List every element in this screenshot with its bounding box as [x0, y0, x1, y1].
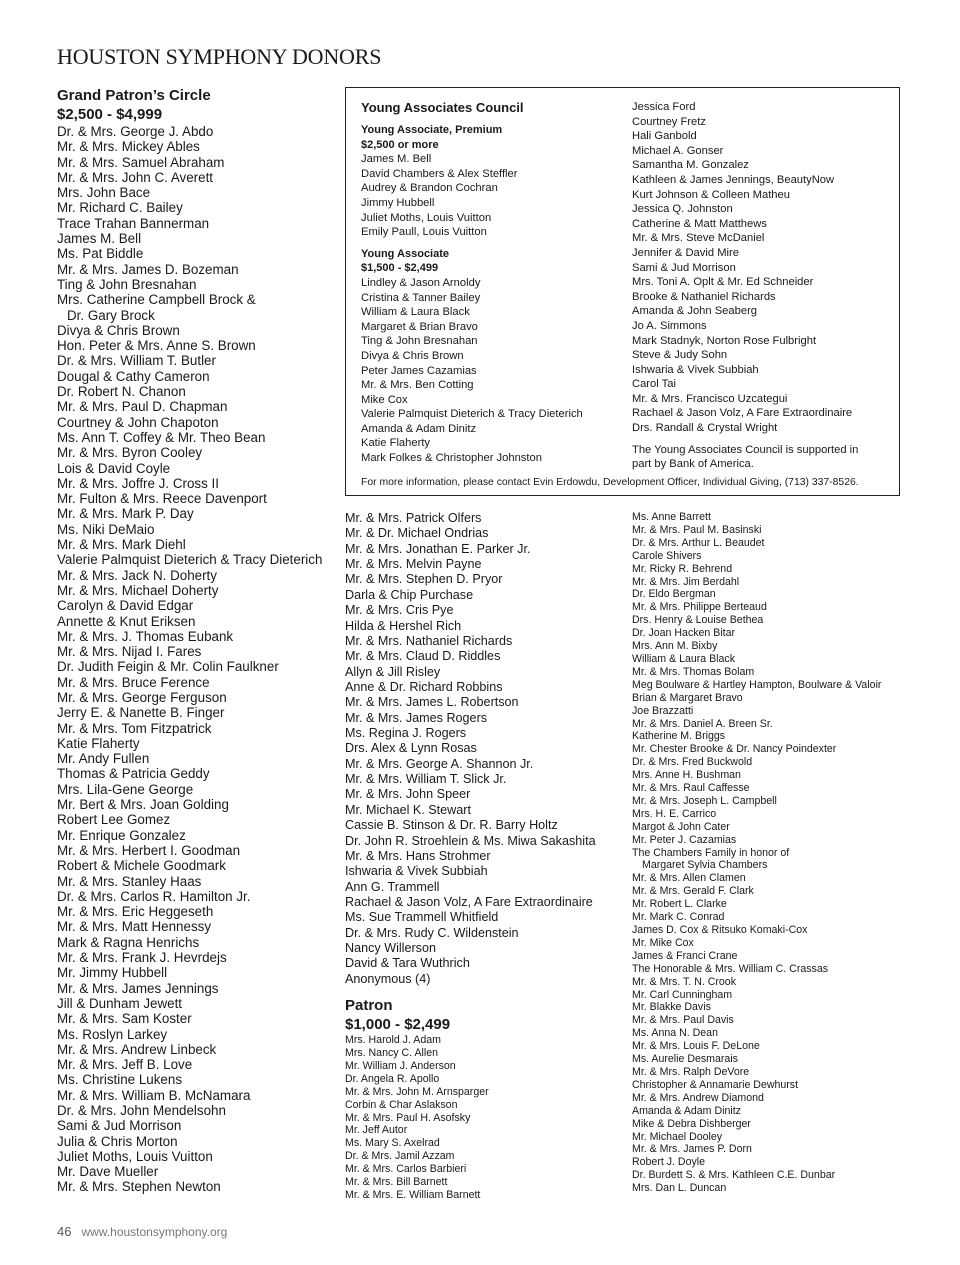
page-title: HOUSTON SYMPHONY DONORS [57, 44, 382, 69]
donor-name: Nancy Willerson [345, 941, 436, 956]
donor-name: Carol Tai [632, 378, 676, 391]
donor-name: Mr. & Mrs. John C. Averett [57, 169, 214, 185]
donor-name: Mr. Fulton & Mrs. Reece Davenport [57, 491, 267, 507]
donor-name: Mike Cox [361, 393, 408, 406]
donor-name: Mr. & Mrs. John Speer [345, 787, 471, 802]
donor-name: Mr. & Mrs. Ralph DeVore [632, 1065, 750, 1078]
donor-name: Ms. Christine Lukens [57, 1072, 183, 1088]
donor-name: Allyn & Jill Risley [345, 664, 441, 679]
donor-name: Audrey & Brandon Cochran [361, 182, 498, 195]
donor-name: Mr. & Mrs. Tom Fitzpatrick [57, 720, 212, 736]
donor-name: Mr. & Mrs. Carlos Barbieri [345, 1163, 467, 1176]
grand-patron-column [57, 86, 327, 1195]
donor-name: Mark Folkes & Christopher Johnston [361, 452, 542, 465]
donor-name: Dougal & Cathy Cameron [57, 368, 210, 384]
patron-heading: Patron [345, 997, 393, 1015]
donor-name: Amanda & Adam Dinitz [632, 1104, 741, 1117]
donor-name: Mr. & Mrs. Frank J. Hevrdejs [57, 950, 227, 966]
donor-name: Mr. & Mrs. Jim Berdahl [632, 575, 740, 588]
donor-name: Anonymous (4) [345, 971, 431, 986]
ya-contact-line: For more information, please contact Evin Erdowdu, Development Officer, Individual Giving, (713) 337-8526. [361, 477, 859, 488]
donor-name: Juliet Moths, Louis Vuitton [361, 211, 492, 224]
donor-name: Mr. & Mrs. Paul D. Chapman [57, 399, 228, 415]
donor-name: Mr. & Mrs. Samuel Abraham [57, 154, 225, 170]
donor-name: Drs. Randall & Crystal Wright [632, 422, 778, 435]
donor-name: Kathleen & James Jennings, BeautyNow [632, 173, 835, 186]
donor-name: Jerry E. & Nanette B. Finger [57, 705, 225, 721]
donor-name: Mr. & Mrs. Andrew Diamond [632, 1091, 764, 1104]
donor-name: Mr. & Mrs. Paul H. Asofsky [345, 1111, 471, 1124]
donor-name: Mrs. Catherine Campbell Brock & [57, 292, 256, 308]
donor-name: Mr. Peter J. Cazamias [632, 833, 737, 846]
donor-name: The Honorable & Mrs. William C. Crassas [632, 962, 829, 975]
ya-premium-range: $2,500 or more [361, 138, 439, 151]
middle-column [345, 511, 615, 1202]
ya-left-column [361, 100, 626, 466]
donor-name: Mr. & Mrs. Bill Barnett [345, 1176, 448, 1189]
donor-name: Samantha M. Gonzalez [632, 159, 749, 172]
donor-name: Mr. & Mrs. E. William Barnett [345, 1189, 481, 1202]
donor-name: Michael A. Gonser [632, 144, 724, 157]
donor-name: Ting & John Bresnahan [57, 276, 197, 292]
donor-name: David & Tara Wuthrich [345, 956, 470, 971]
donor-name: Amanda & John Seaberg [632, 305, 758, 318]
donor-name: Mrs. Harold J. Adam [345, 1034, 441, 1047]
donor-name: Mr. & Mrs. Stanley Haas [57, 873, 202, 889]
ya-assoc-range: $1,500 - $2,499 [361, 262, 439, 275]
donor-name: James M. Bell [57, 231, 142, 247]
donor-name: Mrs. Toni A. Oplt & Mr. Ed Schneider [632, 276, 814, 289]
donor-name: Sami & Jud Morrison [632, 261, 736, 274]
donor-name: Mr. & Mrs. Gerald F. Clark [632, 885, 754, 898]
donor-name: Annette & Knut Eriksen [57, 613, 196, 629]
donor-name: Mr. & Mrs. Nijad I. Fares [57, 644, 202, 660]
donor-name: Mr. & Mrs. Hans Strohmer [345, 848, 491, 863]
donor-name: Catherine & Matt Matthews [632, 217, 767, 230]
donor-name: Cristina & Tanner Bailey [361, 291, 481, 304]
donor-name: Mr. & Mrs. William T. Slick Jr. [345, 772, 507, 787]
donor-name: Mrs. Nancy C. Allen [345, 1047, 439, 1060]
donor-name: Robert Lee Gomez [57, 812, 171, 828]
donor-name: Amanda & Adam Dinitz [361, 422, 477, 435]
donor-name: Mr. & Mrs. Ben Cotting [361, 379, 474, 392]
ya-support-line2: part by Bank of America. [632, 458, 754, 471]
donor-name: Katie Flaherty [57, 735, 140, 751]
donor-name: Dr. & Mrs. Fred Buckwold [632, 756, 753, 769]
donor-name: Dr. John R. Stroehlein & Ms. Miwa Sakashita [345, 833, 596, 848]
donor-name: Ishwaria & Vivek Subbiah [345, 864, 488, 879]
donor-name: Mr. Mike Cox [632, 936, 694, 949]
donor-name: Ms. Roslyn Larkey [57, 1026, 168, 1042]
ya-assoc-heading: Young Associate [361, 247, 450, 260]
donor-name: Carole Shivers [632, 549, 702, 562]
donor-name: Ann G. Trammell [345, 879, 440, 894]
donor-name: Joe Brazzatti [632, 704, 694, 717]
donor-name: Ms. Anna N. Dean [632, 1027, 718, 1040]
donor-name: Valerie Palmquist Dieterich & Tracy Dieterich [361, 408, 583, 421]
donor-name: Courtney Fretz [632, 115, 706, 128]
donor-name: Dr. & Mrs. Arthur L. Beaudet [632, 536, 765, 549]
donor-name: Mr. & Mrs. Melvin Payne [345, 557, 482, 572]
donor-name: Kurt Johnson & Colleen Matheu [632, 188, 790, 201]
donor-name: Mr. Jimmy Hubbell [57, 965, 168, 981]
donor-name: Mr. Enrique Gonzalez [57, 827, 186, 843]
donor-name: Mr. & Mrs. Nathaniel Richards [345, 633, 513, 648]
ya-premium-list [361, 152, 626, 240]
patron-list [345, 1034, 615, 1202]
page-footer [57, 1224, 227, 1239]
donor-name: Mr. & Mrs. Francisco Uzcategui [632, 392, 788, 405]
donor-name: Steve & Judy Sohn [632, 349, 728, 362]
donor-name: Jo A. Simmons [632, 319, 707, 332]
donor-name: Mrs. John Bace [57, 185, 151, 201]
donor-name: Mrs. Anne H. Bushman [632, 769, 741, 782]
donor-name: Ms. Pat Biddle [57, 246, 144, 262]
donor-name: Mrs. Ann M. Bixby [632, 640, 718, 653]
donor-name: Mr. & Mrs. Joseph L. Campbell [632, 794, 777, 807]
donor-name: Mr. & Mrs. Claud D. Riddles [345, 649, 501, 664]
donor-name: Hon. Peter & Mrs. Anne S. Brown [57, 338, 256, 354]
donor-name: Mr. & Mrs. Jeff B. Love [57, 1057, 193, 1073]
donor-name: Ms. Mary S. Axelrad [345, 1137, 440, 1150]
ya-premium-heading: Young Associate, Premium [361, 124, 503, 136]
donor-name: Mrs. Dan L. Duncan [632, 1182, 727, 1195]
donor-name: Margot & John Cater [632, 820, 730, 833]
donor-name: Dr. & Mrs. Carlos R. Hamilton Jr. [57, 888, 251, 904]
donor-name: Mr. & Mrs. Paul M. Basinski [632, 523, 762, 536]
donor-name: Mr. & Mrs. Byron Cooley [57, 445, 203, 461]
donor-name: Mr. & Mrs. William B. McNamara [57, 1087, 251, 1103]
grand-patron-range: $2,500 - $4,999 [57, 106, 163, 123]
donor-name: Mr. & Mrs. James L. Robertson [345, 695, 519, 710]
donor-name: Mr. & Dr. Michael Ondrias [345, 526, 489, 541]
donor-name: Dr. Robert N. Chanon [57, 384, 186, 400]
donor-name: Dr. Joan Hacken Bitar [632, 627, 736, 640]
donor-name: Mr. & Mrs. Cris Pye [345, 603, 454, 618]
donor-name: Divya & Chris Brown [361, 349, 464, 362]
donor-name: Jennifer & David Mire [632, 246, 739, 259]
donor-name: Peter James Cazamias [361, 364, 477, 377]
donor-name: Mrs. Lila-Gene George [57, 781, 194, 797]
donor-name: Dr. & Mrs. George J. Abdo [57, 124, 214, 139]
grand-patron-list [57, 124, 327, 1195]
donor-name: Courtney & John Chapoton [57, 414, 219, 430]
donor-name: Mr. & Mrs. Matt Hennessy [57, 919, 212, 935]
donor-name: Dr. Burdett S. & Mrs. Kathleen C.E. Dunbar [632, 1169, 836, 1182]
donor-name: David Chambers & Alex Steffler [361, 167, 518, 180]
donor-name: Mr. & Mrs. James Rogers [345, 710, 488, 725]
donor-name: Jessica Q. Johnston [632, 203, 733, 216]
donor-name: Mr. Bert & Mrs. Joan Golding [57, 797, 229, 813]
donor-name: Mr. & Mrs. James Jennings [57, 980, 219, 996]
donor-name: Dr. & Mrs. William T. Butler [57, 353, 216, 369]
donor-name: Mr. Jeff Autor [345, 1124, 408, 1137]
donor-name: Mr. Mark C. Conrad [632, 911, 725, 924]
donor-name: Hali Ganbold [632, 130, 697, 143]
donor-name: James & Franci Crane [632, 949, 738, 962]
donor-name: Mr. & Mrs. Eric Heggeseth [57, 904, 214, 920]
donor-name: Margaret & Brian Bravo [361, 320, 478, 333]
donor-name: Thomas & Patricia Geddy [57, 766, 210, 782]
donor-name: Ms. Ann T. Coffey & Mr. Theo Bean [57, 429, 266, 445]
donor-name: Ms. Anne Barrett [632, 511, 711, 523]
donor-name: Carolyn & David Edgar [57, 598, 194, 614]
donor-name: Brooke & Nathaniel Richards [632, 290, 776, 303]
donor-name: William & Laura Black [361, 306, 470, 319]
donor-name: Dr. Gary Brock [67, 307, 155, 323]
donor-name: Mr. & Mrs. Patrick Olfers [345, 511, 482, 525]
donor-name: James M. Bell [361, 153, 432, 166]
donor-name: Hilda & Hershel Rich [345, 618, 462, 633]
donor-name: Mr. & Mrs. Stephen D. Pryor [345, 572, 503, 587]
donor-name: Mr. & Mrs. Jonathan E. Parker Jr. [345, 541, 531, 556]
donor-name: Ting & John Bresnahan [361, 335, 478, 348]
donor-name: Mr. & Mrs. Philippe Berteaud [632, 601, 767, 614]
donor-name: Mr. & Mrs. Michael Doherty [57, 582, 219, 598]
donor-name: Mr. William J. Anderson [345, 1059, 456, 1072]
donor-name: Mr. & Mrs. Andrew Linbeck [57, 1041, 217, 1057]
donor-name: Mr. & Mrs. Allen Clamen [632, 872, 746, 885]
donor-name: Mr. & Mrs. Mark P. Day [57, 506, 194, 522]
patron-range: $1,000 - $2,499 [345, 1016, 451, 1034]
donor-name: Jimmy Hubbell [361, 196, 435, 209]
donor-name: Mr. & Mrs. George A. Shannon Jr. [345, 756, 534, 771]
donor-name: Drs. Alex & Lynn Rosas [345, 741, 477, 756]
donor-name: Valerie Palmquist Dieterich & Tracy Dieterich [57, 552, 323, 568]
grand-patron-heading: Grand Patron’s Circle [57, 87, 211, 104]
donor-name: Robert J. Doyle [632, 1156, 706, 1169]
donor-name: Mr. Chester Brooke & Dr. Nancy Poindexter [632, 743, 837, 756]
donor-name: Juliet Moths, Louis Vuitton [57, 1148, 213, 1164]
donor-name: Julia & Chris Morton [57, 1133, 178, 1149]
donor-name: The Chambers Family in honor of [632, 846, 790, 859]
donor-name: Divya & Chris Brown [57, 322, 180, 338]
donor-name: Anne & Dr. Richard Robbins [345, 679, 503, 694]
donor-name: Sami & Jud Morrison [57, 1118, 182, 1134]
donor-name: Mr. & Mrs. John M. Arnsparger [345, 1085, 489, 1098]
donor-name: Meg Boulware & Hartley Hampton, Boulware & Valoir [632, 678, 882, 691]
donor-name: Ms. Sue Trammell Whitfield [345, 910, 499, 925]
donor-name: Mr. & Mrs. Sam Koster [57, 1011, 192, 1027]
donor-name: Mr. Blakke Davis [632, 1001, 711, 1014]
donor-name: Dr. & Mrs. Jamil Azzam [345, 1150, 455, 1163]
donor-name: Darla & Chip Purchase [345, 587, 474, 602]
donor-name: Mr. & Mrs. Steve McDaniel [632, 232, 765, 245]
donor-name: William & Laura Black [632, 652, 736, 665]
donor-name: Mr. Ricky R. Behrend [632, 562, 733, 575]
donor-name: Mr. & Mrs. T. N. Crook [632, 975, 736, 988]
donor-name: Drs. Henry & Louise Bethea [632, 614, 764, 627]
donor-name: Jill & Dunham Jewett [57, 995, 183, 1011]
donor-name: Lois & David Coyle [57, 460, 171, 476]
right-column [632, 511, 922, 1195]
grand-patron-list-continued [345, 511, 615, 987]
donor-name: Katie Flaherty [361, 437, 431, 450]
donor-name: Mark Stadnyk, Norton Rose Fulbright [632, 334, 817, 347]
donor-name: Mr. & Mrs. Thomas Bolam [632, 665, 755, 678]
donor-name: Mr. & Mrs. George Ferguson [57, 689, 227, 705]
website-url: www.houstonsymphony.org [81, 1225, 228, 1239]
donor-name: Brian & Margaret Bravo [632, 691, 743, 704]
donor-name: Mr. Andy Fullen [57, 751, 150, 767]
donor-name: Mr. Richard C. Bailey [57, 200, 183, 216]
donor-name: Ms. Niki DeMaio [57, 521, 155, 537]
ya-right-column [632, 100, 894, 472]
donor-name: Mike & Debra Dishberger [632, 1117, 751, 1130]
donor-name: Mr. Michael Dooley [632, 1130, 723, 1143]
donor-name: Mr. & Mrs. Raul Caffesse [632, 782, 750, 795]
donor-name: Robert & Michele Goodmark [57, 858, 226, 874]
donor-name: Margaret Sylvia Chambers [642, 859, 768, 872]
donor-name: Mr. & Mrs. James D. Bozeman [57, 261, 239, 277]
page-number: 46 [57, 1224, 72, 1239]
donor-name: Mrs. H. E. Carrico [632, 807, 717, 820]
donor-name: Katherine M. Briggs [632, 730, 726, 743]
donor-name: Mr. & Mrs. Stephen Newton [57, 1179, 221, 1195]
donor-name: Mr. & Mrs. Paul Davis [632, 1014, 734, 1027]
donor-name: Rachael & Jason Volz, A Fare Extraordinaire [345, 894, 593, 909]
donor-name: Christopher & Annamarie Dewhurst [632, 1078, 799, 1091]
donor-name: Mr. & Mrs. Daniel A. Breen Sr. [632, 717, 773, 730]
donor-name: Mr. & Mrs. Mickey Ables [57, 139, 200, 155]
donor-name: Dr. Angela R. Apollo [345, 1072, 440, 1085]
donor-name: Trace Trahan Bannerman [57, 215, 210, 231]
donor-name: Mr. Carl Cunningham [632, 988, 733, 1001]
donor-name: Dr. & Mrs. Rudy C. Wildenstein [345, 925, 519, 940]
ya-right-list [632, 100, 894, 436]
donor-name: Ishwaria & Vivek Subbiah [632, 363, 759, 376]
young-associates-box [345, 87, 900, 496]
donor-name: Mr. & Mrs. Mark Diehl [57, 537, 186, 553]
donor-name: Mr. & Mrs. J. Thomas Eubank [57, 628, 234, 644]
donor-name: Mr. & Mrs. Jack N. Doherty [57, 567, 217, 583]
donor-name: Corbin & Char Aslakson [345, 1098, 458, 1111]
donor-name: Rachael & Jason Volz, A Fare Extraordinaire [632, 407, 853, 420]
donor-name: Emily Paull, Louis Vuitton [361, 226, 487, 239]
donor-name: Mark & Ragna Henrichs [57, 934, 200, 950]
donor-name: Ms. Aurelie Desmarais [632, 1053, 738, 1066]
donor-name: Jessica Ford [632, 101, 696, 113]
ya-support-line1: The Young Associates Council is supported in [632, 443, 859, 456]
donor-name: Mr. & Mrs. James P. Dorn [632, 1143, 752, 1156]
donor-name: Mr. & Mrs. Louis F. DeLone [632, 1040, 760, 1053]
patron-list-continued [632, 511, 922, 1195]
donor-name: Mr. Robert L. Clarke [632, 898, 727, 911]
donor-name: Mr. & Mrs. Bruce Ference [57, 674, 210, 690]
donor-name: Cassie B. Stinson & Dr. R. Barry Holtz [345, 818, 558, 833]
donor-name: Ms. Regina J. Rogers [345, 726, 467, 741]
donor-name: Dr. Judith Feigin & Mr. Colin Faulkner [57, 659, 279, 675]
donor-name: Mr. & Mrs. Herbert I. Goodman [57, 842, 241, 858]
ya-heading: Young Associates Council [361, 100, 524, 115]
donor-name: James D. Cox & Ritsuko Komaki-Cox [632, 924, 808, 936]
donor-name: Dr. Eldo Bergman [632, 588, 716, 601]
donor-name: Dr. & Mrs. John Mendelsohn [57, 1103, 226, 1118]
ya-assoc-list [361, 276, 626, 466]
donor-name: Mr. Dave Mueller [57, 1164, 159, 1180]
donor-name: Mr. Michael K. Stewart [345, 802, 471, 817]
donor-name: Mr. & Mrs. Joffre J. Cross II [57, 475, 219, 491]
donor-name: Lindley & Jason Arnoldy [361, 276, 481, 289]
